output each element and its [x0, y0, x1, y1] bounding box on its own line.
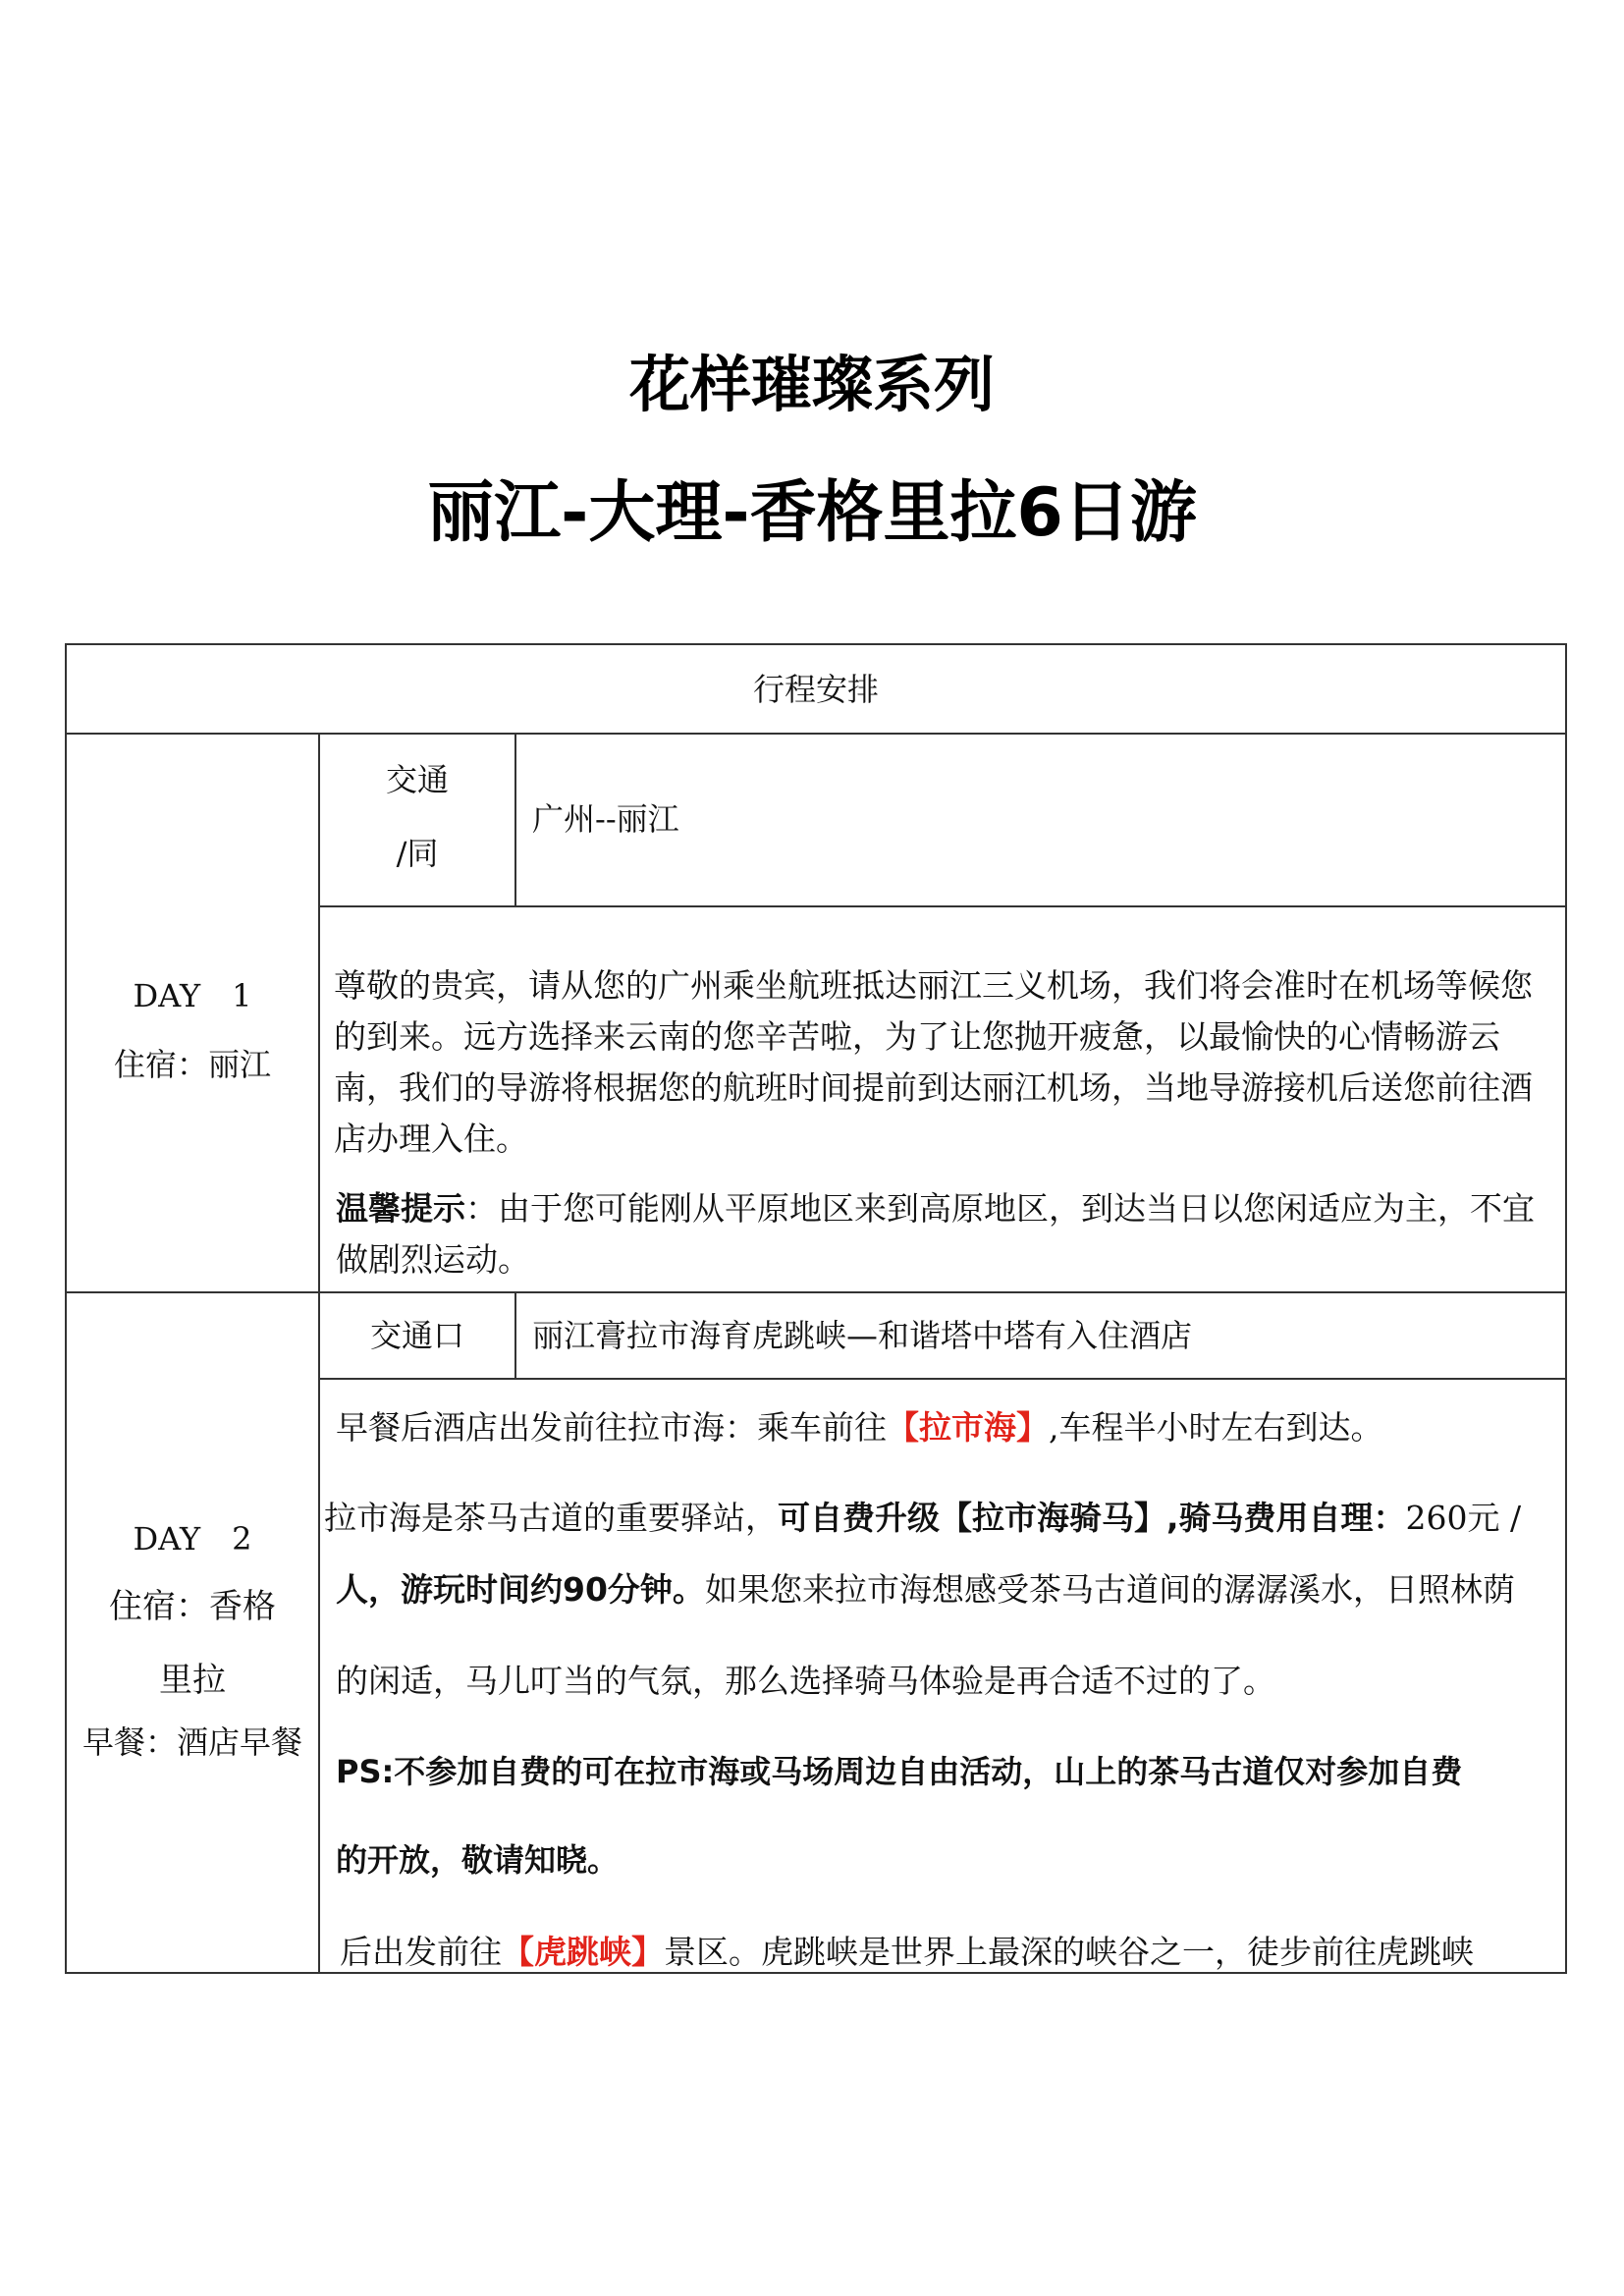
day1-tip-label: 温馨提示	[336, 1189, 465, 1228]
day1-transport-label: 交通	[385, 761, 449, 798]
document-subtitle: 丽江-大理-香格里拉6日游	[427, 474, 1197, 552]
table-column-divider	[514, 1291, 516, 1379]
day2-transport-label: 交通口	[369, 1317, 464, 1354]
day2-paragraph-2-line2	[336, 1564, 1563, 1615]
day2-breakfast-value: ：酒店早餐	[145, 1723, 303, 1761]
day1-description: 尊敬的贵宾，请从您的广州乘坐航班抵达丽江三义机场，我们将会准时在机场等候您的到来。远方选择来云南的您辛苦啦，为了让您抛开疲惫，以最愉快的心情畅游云南，我们的导游将根据您的航班时间提前到达丽江机场，当地导游接机后送您前往酒店办理入住。	[334, 966, 1533, 1158]
day1-transport-label-2: /同	[396, 835, 439, 872]
day2-paragraph-1	[336, 1402, 1563, 1453]
day2-p1-text-2: ,车程半小时左右到达。	[1049, 1408, 1383, 1447]
day2-paragraph-2-line1	[324, 1493, 1565, 1544]
horse-riding-upgrade: 可自费升级【拉市海骑马】,骑马费用自理：	[778, 1499, 1406, 1537]
day1-stay: 住宿：丽江	[113, 1046, 271, 1083]
table-border-top	[65, 643, 1567, 645]
day2-p3-text-2: 景区。虎跳峡是世界上最深的峡谷之一，徒步前往虎跳峡	[664, 1933, 1474, 1971]
table-divider	[319, 905, 1567, 907]
table-divider	[65, 733, 1567, 735]
table-border-right	[1565, 643, 1567, 1974]
day1-tip	[336, 1183, 1563, 1285]
table-divider	[65, 1291, 1567, 1293]
day2-stay-2: 里拉	[159, 1661, 226, 1700]
day2-p2-text-2: 如果您来拉市海想感受茶马古道间的潺潺溪水，日照林荫	[704, 1570, 1515, 1609]
lashihai-highlight: 【拉市海】	[887, 1408, 1049, 1447]
day2-paragraph-3	[340, 1927, 1563, 1978]
day1-label: DAY 1	[133, 977, 252, 1014]
table-column-divider	[514, 733, 516, 906]
table-border-left	[65, 643, 67, 1974]
day2-breakfast-label: 早餐	[81, 1723, 145, 1761]
day2-ps-line2: 的开放，敬请知晓。	[336, 1841, 620, 1879]
tiger-leaping-gorge-highlight: 【虎跳峡】	[502, 1933, 664, 1971]
day1-route: 广州--丽江	[532, 800, 679, 838]
document-title: 花样璀璨系列	[628, 349, 995, 420]
day2-paragraph-2-line3: 的闲适，马儿叮当的气氛，那么选择骑马体验是再合适不过的了。	[336, 1662, 1275, 1700]
table-header: 行程安排	[752, 671, 879, 708]
day2-stay: 住宿：香格	[109, 1587, 276, 1626]
day2-breakfast	[67, 1719, 318, 1766]
play-duration: 人，游玩时间约90分钟。	[336, 1570, 705, 1609]
day2-ps-line1: PS:不参加自费的可在拉市海或马场周边自由活动，山上的茶马古道仅对参加自费	[336, 1753, 1463, 1790]
day1-tip-text: ：由于您可能刚从平原地区来到高原地区，到达当日以您闲适应为主，不宜做剧烈运动。	[336, 1189, 1535, 1279]
table-divider	[319, 1378, 1567, 1380]
day2-label: DAY 2	[133, 1520, 252, 1558]
day2-p2-text: 拉市海是茶马古道的重要驿站，	[324, 1499, 778, 1537]
day2-p1-text: 早餐后酒店出发前往拉市海：乘车前往	[336, 1408, 887, 1447]
day2-p3-text: 后出发前往	[340, 1933, 502, 1971]
horse-riding-price: 260元 /	[1405, 1499, 1522, 1537]
day2-route: 丽江膏拉市海育虎跳峡—和谐塔中塔有入住酒店	[532, 1317, 1193, 1354]
